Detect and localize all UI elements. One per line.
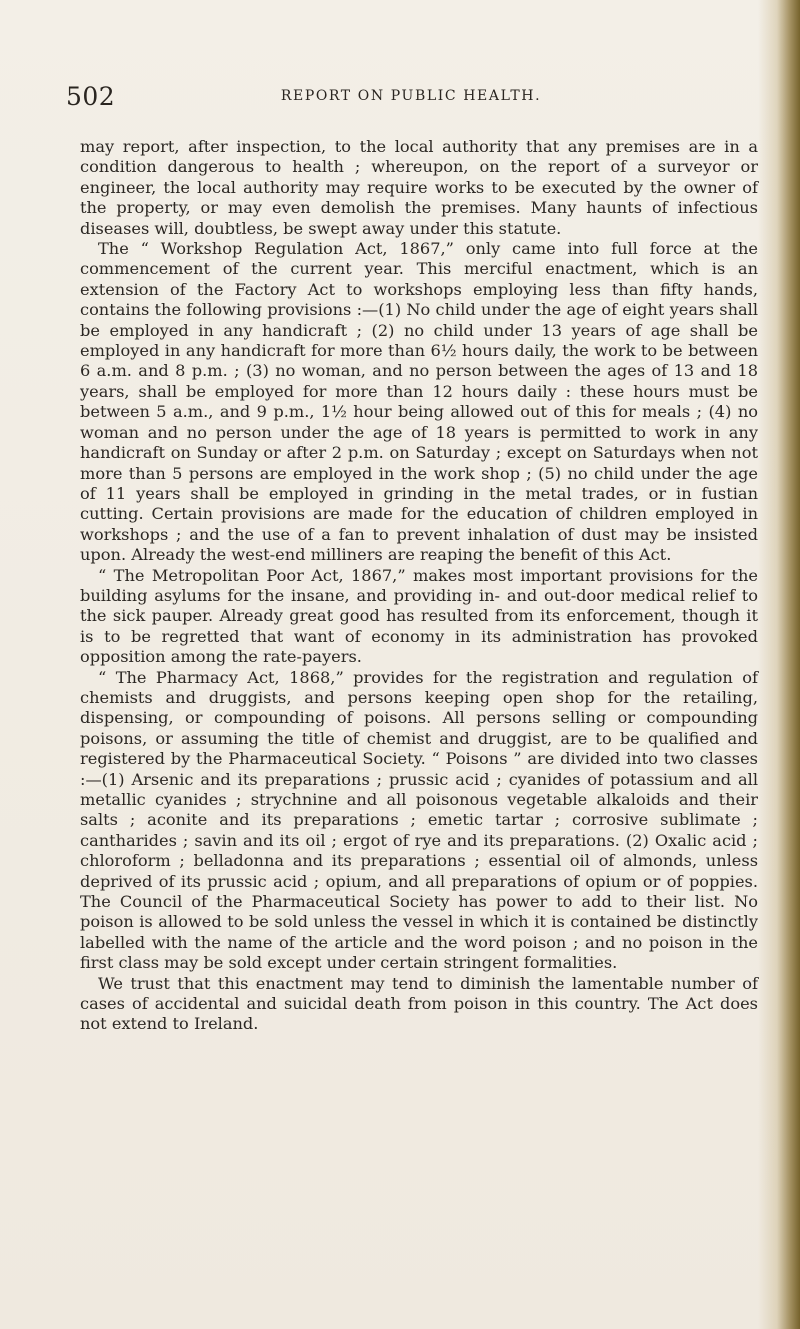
paragraph-continuation: may report, after inspection, to the local authority that any premises are in a condition dangerous to health ; whereupon, on the report of a surveyor or engineer, the local authority may require works to be executed by the owner of the property, or may even demolish the premises. Many haunts of infectious diseases will, doubtless, be swept away under this statute.: [80, 137, 758, 238]
paragraph-pharmacy-act: “ The Pharmacy Act, 1868,” provides for the registration and regulation of chemists and druggists, and persons keeping open shop for the retailing, dispensing, or compounding of poisons. All persons selling or compounding poisons, or assuming the title of chemist and druggist, are to be qualified and registered by the Pharmaceutical Society. “ Poisons ” are divided into two classes :—(1) Arsenic and its preparations ; prussic acid ; cyanides of potassium and all metallic cyanides ; strychnine and all poisonous vegetable alkaloids and their salts ; aconite and its preparations ; emetic tartar ; corrosive sublimate ; cantharides ; savin and its oil ; ergot of rye and its preparations. (2) Oxalic acid ; chloroform ; belladonna and its preparations ; essential oil of almonds, unless deprived of its prussic acid ; opium, and all preparations of opium or of poppies. The Council of the Pharmaceutical Society has power to add to their list. No poison is allowed to be sold unless the vessel in which it is contained be distinctly labelled with the name of the article and the word poison ; and no poison in the first class may be sold except under certain stringent formalities.: [80, 667, 758, 973]
paragraph-metropolitan-poor-act: “ The Metropolitan Poor Act, 1867,” makes most important provisions for the building asylums for the insane, and providing in- and out-door medical relief to the sick pauper. Already great good has resulted from its enforcement, though it is to be regretted that want of economy in its administration has provoked opposition among the rate-payers.: [80, 565, 758, 667]
page-number: 502: [66, 82, 116, 111]
paragraph-workshop-regulation-act: The “ Workshop Regulation Act, 1867,” only came into full force at the commencement of the current year. This merciful enactment, which is an extension of the Factory Act to workshops employing less than fifty hands, contains the following provisions :—(1) No child under the age of eight years shall be employed in any handicraft ; (2) no child under 13 years of age shall be employed in any handicraft for more than 6½ hours daily, the work to be between 6 a.m. and 8 p.m. ; (3) no woman, and no person between the ages of 13 and 18 years, shall be employed for more than 12 hours daily : these hours must be between 5 a.m., and 9 p.m., 1½ hour being allowed out of this for meals ; (4) no woman and no person under the age of 18 years is permitted to work in any handicraft on Sunday or after 2 p.m. on Saturday ; except on Saturdays when not more than 5 persons are employed in the work shop ; (5) no child under the age of 11 years shall be employed in grinding in the metal trades, or in fustian cutting. Certain provisions are made for the education of children employed in workshops ; and the use of a fan to prevent inhalation of dust may be insisted upon. Already the west-end milliners are reaping the benefit of this Act.: [80, 239, 758, 565]
page-gutter-shadow: [758, 0, 800, 1329]
paragraph-closing: We trust that this enactment may tend to diminish the lamentable number of cases of accidental and suicidal death from poison in this country. The Act does not extend to Ireland.: [80, 973, 758, 1034]
page-header: [66, 82, 756, 118]
running-head: REPORT ON PUBLIC HEALTH.: [280, 88, 542, 104]
page-body: [80, 137, 758, 1035]
